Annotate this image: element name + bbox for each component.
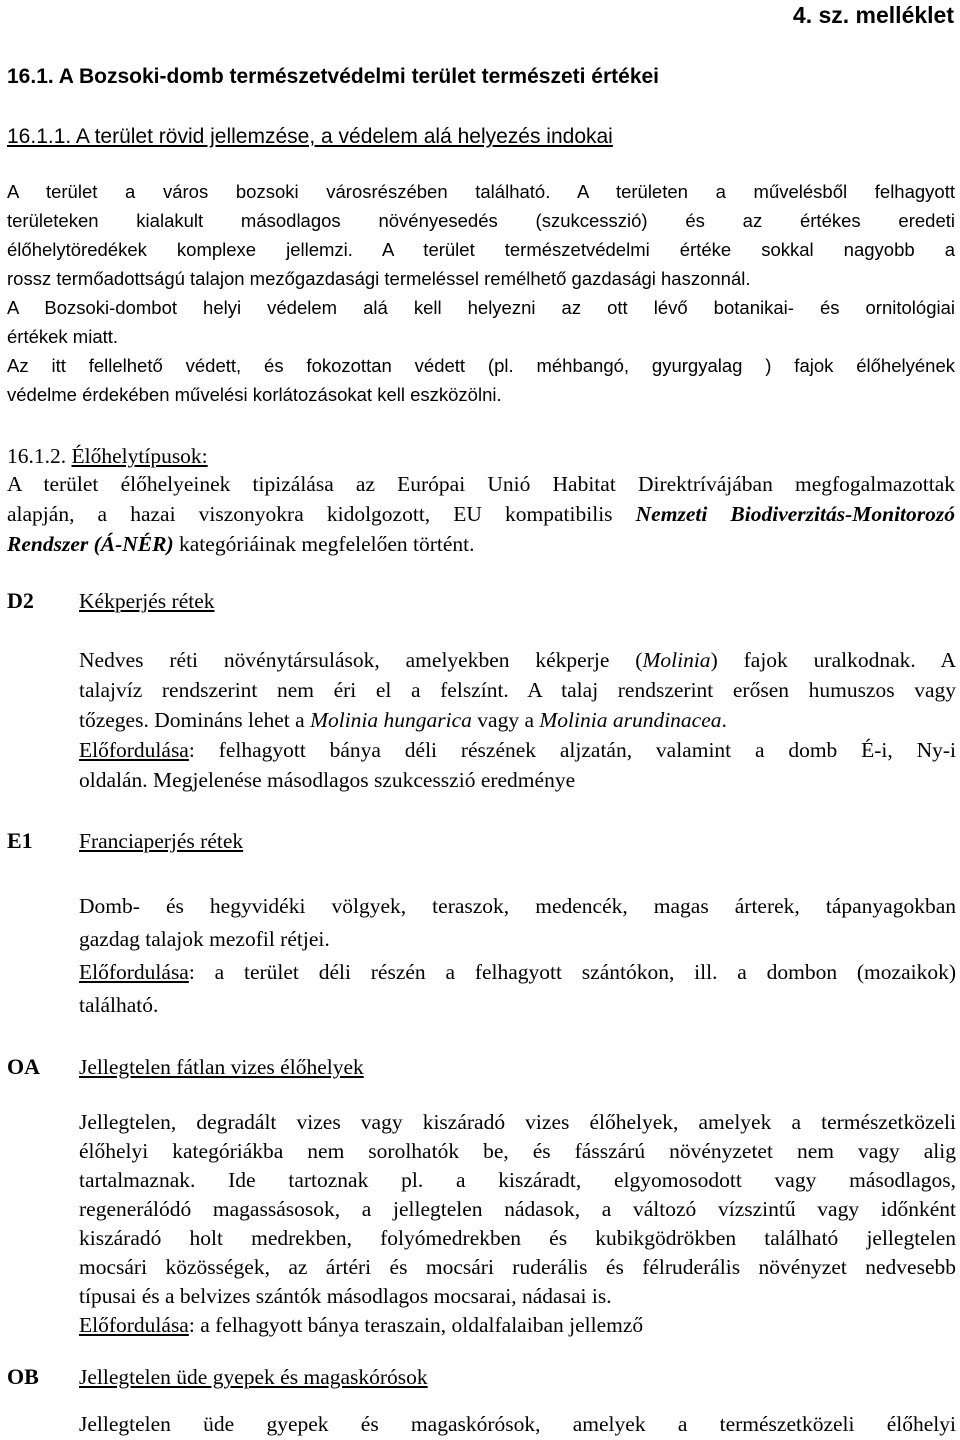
habitat-description-oa: Jellegtelen, degradált vizes vagy kiszáradó vizes élőhelyek, amelyek a természetközeli élőhelyi kategóriákba nem sorolhatók be, és fásszárú növényzetet nem vagy alig tartalmaznak. Ide tartoznak pl. a kiszáradt, elgyomosodott vagy másodlagos, regenerálódó magassásosok, a jellegtelen nádasok, a változó vízszintű vagy időnként kiszáradó holt medrekben, folyómedrekben és kubikgödrökben található jellegtelen mocsári közösségek, az ártéri és mocsári ruderális és félruderális növényzet nedvesebb típusai és a belvizes szántók másodlagos mocsarai, nádasai is. Előfordulása: a felhagyott bánya teraszain, oldalfalaiban jellemző xyxy=(79,1110,956,1337)
occurrence-label: Előfordulása xyxy=(79,1313,189,1337)
monitoring-system-name: Nemzeti Biodiverzitás-Monitorozó xyxy=(635,502,955,526)
intro-line: értékek miatt. xyxy=(7,326,119,347)
habitat-intro-line: A terület élőhelyeinek tipizálása az Európai Unió Habitat Direktrívájában megfogalmazottak xyxy=(7,472,955,496)
habitat-label: Élőhelytípusok: xyxy=(71,444,208,468)
habitat-intro-line: Rendszer (Á-NÉR) kategóriáinak megfelelően történt. xyxy=(7,532,475,556)
habitat-description-ob: Jellegtelen üde gyepek és magaskórósok, amelyek a természetközeli élőhelyi xyxy=(79,1412,956,1436)
annex-label: 4. sz. melléklet xyxy=(792,2,954,28)
habitat-title-d2: Kékperjés rétek xyxy=(79,589,215,613)
intro-line: A terület a város bozsoki városrészében található. A területen a művelésből felhagyott xyxy=(7,181,955,202)
habitat-code-ob: OB xyxy=(7,1364,39,1389)
habitat-intro-line: alapján, a hazai viszonyokra kidolgozott, EU kompatibilis Nemzeti Biodiverzitás-Monitorozó xyxy=(7,502,955,526)
intro-line: Az itt fellelhető védett, és fokozottan védett (pl. méhbangó, gyurgyalag ) fajok élőhelyének xyxy=(7,355,955,376)
intro-line: A Bozsoki-dombot helyi védelem alá kell helyezni az ott lévő botanikai- és ornitológiai xyxy=(7,297,955,318)
section-heading: 16.1. A Bozsoki-domb természetvédelmi terület természeti értékei xyxy=(7,65,660,88)
occurrence-label: Előfordulása xyxy=(79,738,189,762)
habitat-code-oa: OA xyxy=(7,1054,40,1079)
habitat-description-d2: Nedves réti növénytársulások, amelyekben kékperje (Molinia) fajok uralkodnak. A talajvíz rendszerint nem éri el a felszínt. A talaj rendszerint erősen humuszos vagy tőzeges. Domináns lehet a Molinia hungarica vagy a Molinia arundinacea. Előfordulása: felhagyott bánya déli részének aljzatán, valamint a domb É-i, Ny-i oldalán. Megjelenése másodlagos szukcesszió eredménye xyxy=(79,648,956,792)
intro-line: védelme érdekében művelési korlátozásokat kell eszközölni. xyxy=(7,384,502,405)
monitoring-system-abbrev: Rendszer (Á-NÉR) xyxy=(7,532,174,556)
intro-line: területeken kialakult másodlagos növényesedés (szukcesszió) és az értékes eredeti xyxy=(7,210,955,231)
habitat-intro xyxy=(7,469,955,559)
habitat-types-heading xyxy=(7,442,208,470)
habitat-title-ob: Jellegtelen üde gyepek és magaskórósok xyxy=(79,1365,428,1389)
occurrence-label: Előfordulása xyxy=(79,960,189,984)
habitat-number: 16.1.2. xyxy=(7,444,67,468)
subsection-heading: 16.1.1. A terület rövid jellemzése, a védelem alá helyezés indokai xyxy=(7,125,613,148)
intro-line: rossz termőadottságú talajon mezőgazdasági termeléssel remélhető gazdasági haszonnál. xyxy=(7,268,751,289)
habitat-description-e1: Domb- és hegyvidéki völgyek, teraszok, medencék, magas árterek, tápanyagokban gazdag talajok mezofil rétjei. Előfordulása: a terület déli részén a felhagyott szántókon, ill. a dombon (mozaikok) található. xyxy=(79,894,956,1017)
habitat-code-d2: D2 xyxy=(7,588,34,613)
intro-line: élőhelytöredékek komplexe jellemzi. A terület természetvédelmi értéke sokkal nagyobb a xyxy=(7,239,955,260)
intro-paragraph xyxy=(7,177,955,409)
habitat-title-e1: Franciaperjés rétek xyxy=(79,829,244,853)
habitat-title-oa: Jellegtelen fátlan vizes élőhelyek xyxy=(79,1055,364,1079)
habitat-code-e1: E1 xyxy=(7,828,33,853)
